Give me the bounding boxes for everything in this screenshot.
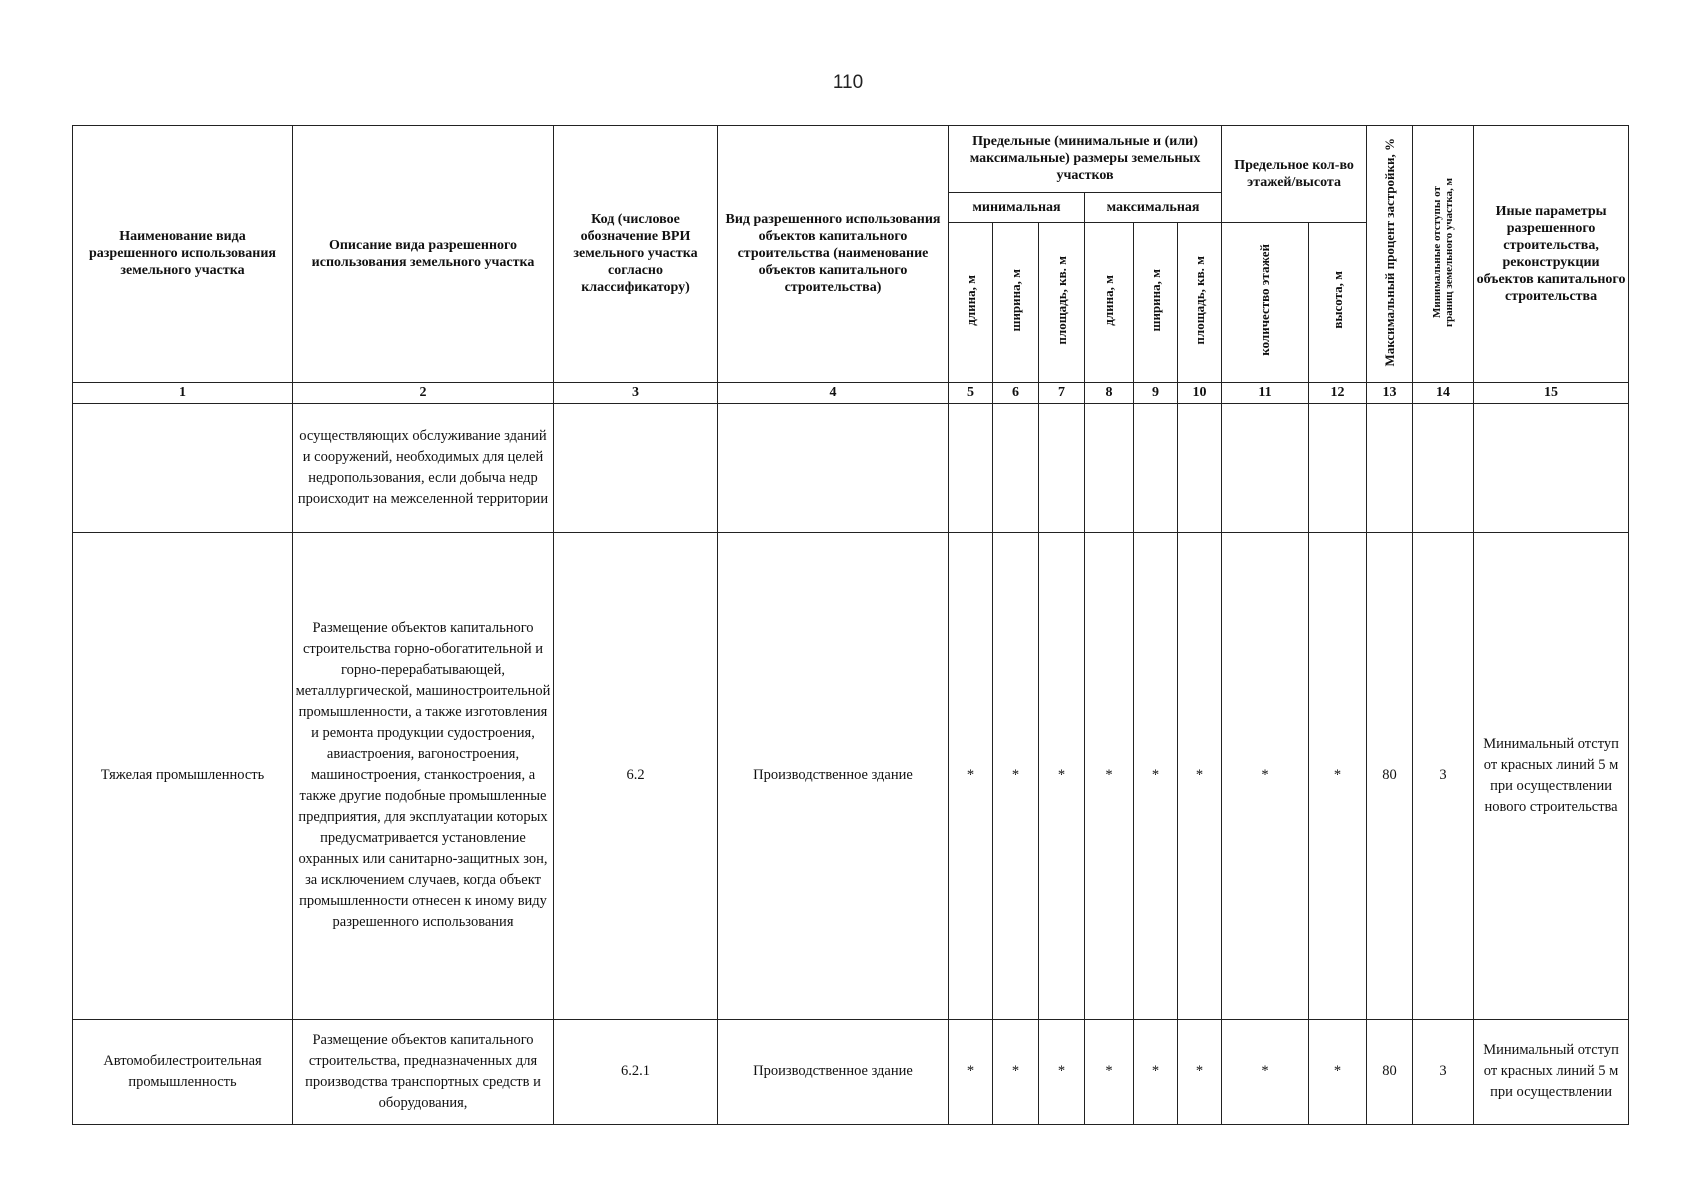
header-col-14: Минимальные отступы от границ земельного участка, м <box>1413 126 1474 383</box>
row-other <box>1474 403 1629 532</box>
header-col-5: длина, м <box>949 222 993 382</box>
row-value: * <box>1178 1019 1222 1124</box>
row-object: Производственное здание <box>718 1019 949 1124</box>
row-setback: 3 <box>1413 1019 1474 1124</box>
header-col-8: длина, м <box>1085 222 1134 382</box>
row-value <box>1085 403 1134 532</box>
header-col-4: Вид разрешенного использования объектов капитального строительства (наименование объектов капитального строительства) <box>718 126 949 383</box>
row-other: Минимальный отступ от красных линий 5 м при осуществлении <box>1474 1019 1629 1124</box>
row-value <box>1309 403 1367 532</box>
column-number: 5 <box>949 382 993 403</box>
row-value: * <box>1309 1019 1367 1124</box>
column-number: 9 <box>1134 382 1178 403</box>
row-value: * <box>1039 533 1085 1020</box>
row-value: * <box>1134 1019 1178 1124</box>
header-col-1: Наименование вида разрешенного использования земельного участка <box>73 126 293 383</box>
row-value: * <box>1039 1019 1085 1124</box>
header-col-15: Иные параметры разрешенного строительства, реконструкции объектов капитального строительства <box>1474 126 1629 383</box>
row-setback <box>1413 403 1474 532</box>
row-value: * <box>1178 533 1222 1020</box>
row-value <box>1178 403 1222 532</box>
column-number: 6 <box>993 382 1039 403</box>
header-col-10: площадь, кв. м <box>1178 222 1222 382</box>
row-description: Размещение объектов капитального строительства, предназначенных для производства транспортных средств и оборудования, <box>293 1019 554 1124</box>
land-use-table <box>72 125 1629 1125</box>
row-code <box>554 403 718 532</box>
row-object <box>718 403 949 532</box>
row-code: 6.2.1 <box>554 1019 718 1124</box>
header-sub-max: максимальная <box>1085 192 1222 222</box>
row-percent: 80 <box>1367 1019 1413 1124</box>
header-row-1 <box>73 126 1629 193</box>
header-col-3: Код (числовое обозначение ВРИ земельного участка согласно классификатору) <box>554 126 718 383</box>
column-number: 12 <box>1309 382 1367 403</box>
row-value: * <box>1222 533 1309 1020</box>
header-group-floors: Предельное кол-во этажей/высота <box>1222 126 1367 223</box>
row-value <box>949 403 993 532</box>
row-value <box>1134 403 1178 532</box>
header-sub-min: минимальная <box>949 192 1085 222</box>
column-number: 13 <box>1367 382 1413 403</box>
table-row <box>73 533 1629 1020</box>
row-value: * <box>1085 533 1134 1020</box>
row-value: * <box>949 1019 993 1124</box>
row-description: осуществляющих обслуживание зданий и сооружений, необходимых для целей недропользования, если добыча недр происходит на межселенной территории <box>293 403 554 532</box>
header-col-12: высота, м <box>1309 222 1367 382</box>
row-object: Производственное здание <box>718 533 949 1020</box>
row-value <box>1222 403 1309 532</box>
page-number: 110 <box>832 72 864 93</box>
row-name <box>73 403 293 532</box>
row-percent <box>1367 403 1413 532</box>
row-value: * <box>949 533 993 1020</box>
table-row <box>73 1019 1629 1124</box>
table-row <box>73 403 1629 532</box>
column-number: 4 <box>718 382 949 403</box>
header-col-6: ширина, м <box>993 222 1039 382</box>
column-number: 8 <box>1085 382 1134 403</box>
header-col-11: количество этажей <box>1222 222 1309 382</box>
row-value: * <box>1222 1019 1309 1124</box>
column-number: 3 <box>554 382 718 403</box>
row-value: * <box>993 1019 1039 1124</box>
header-group-sizes: Предельные (минимальные и (или) максимальные) размеры земельных участков <box>949 126 1222 193</box>
row-percent: 80 <box>1367 533 1413 1020</box>
column-number: 10 <box>1178 382 1222 403</box>
row-other: Минимальный отступ от красных линий 5 м при осуществлении нового строительства <box>1474 533 1629 1020</box>
row-value: * <box>1134 533 1178 1020</box>
row-value: * <box>993 533 1039 1020</box>
header-col-13: Максимальный процент застройки, % <box>1367 126 1413 383</box>
column-number: 2 <box>293 382 554 403</box>
row-value: * <box>1085 1019 1134 1124</box>
row-value <box>993 403 1039 532</box>
row-value <box>1039 403 1085 532</box>
column-number-row <box>73 382 1629 403</box>
column-number: 7 <box>1039 382 1085 403</box>
column-number: 15 <box>1474 382 1629 403</box>
header-col-2: Описание вида разрешенного использования земельного участка <box>293 126 554 383</box>
column-number: 14 <box>1413 382 1474 403</box>
header-col-9: ширина, м <box>1134 222 1178 382</box>
row-value: * <box>1309 533 1367 1020</box>
row-name: Автомобилестроительная промышленность <box>73 1019 293 1124</box>
column-number: 1 <box>73 382 293 403</box>
row-code: 6.2 <box>554 533 718 1020</box>
row-description: Размещение объектов капитального строительства горно-обогатительной и горно-перерабатывающей, металлургической, машиностроительной промышленности, а также изготовления и ремонта продукции судостроения, авиастроения, вагоностроения, машиностроения, станкостроения, а также другие подобные промышленные предприятия, для эксплуатации которых предусматривается установление охранных или санитарно-защитных зон, за исключением случаев, когда объект промышленности отнесен к иному виду разрешенного использования <box>293 533 554 1020</box>
row-name: Тяжелая промышленность <box>73 533 293 1020</box>
column-number: 11 <box>1222 382 1309 403</box>
row-setback: 3 <box>1413 533 1474 1020</box>
header-col-7: площадь, кв. м <box>1039 222 1085 382</box>
